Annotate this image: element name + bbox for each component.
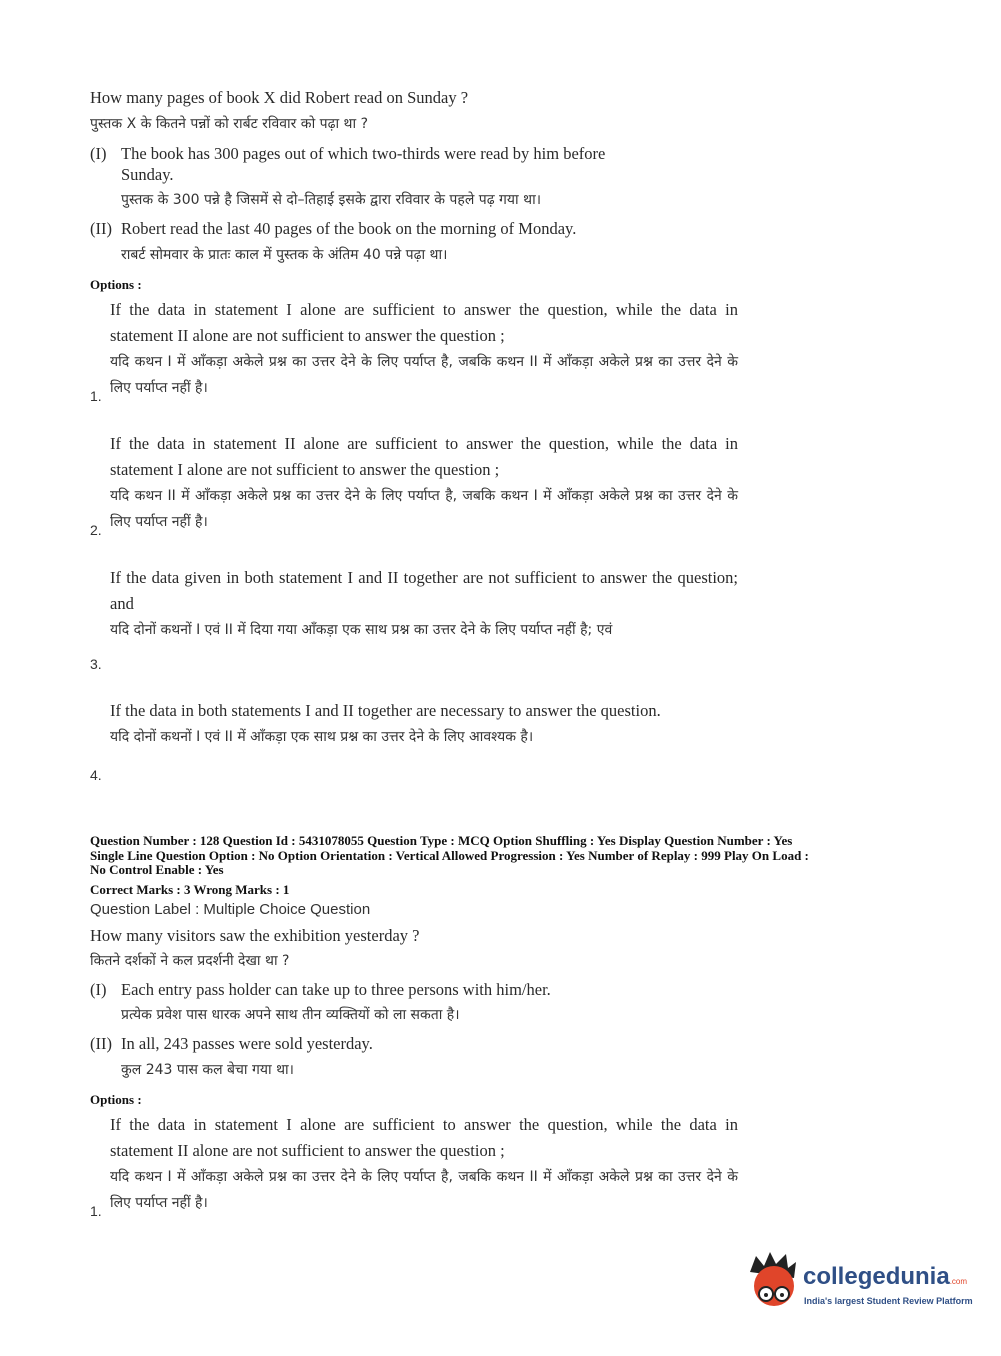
option-1-en: If the data in statement I alone are sufficient to answer the question, while the data in statement II alone are not sufficient to answer the question ; <box>110 300 738 345</box>
statement-1-en: The book has 300 pages out of which two-thirds were read by him before <box>121 144 606 163</box>
option-4-en: If the data in both statements I and II together are necessary to answer the question. <box>110 701 661 720</box>
statement-1-hi: पुस्तक के 300 पन्ने है जिसमें से दो–तिहाई इसके द्वारा रविवार के पहले पढ़ गया था। <box>121 192 541 208</box>
logo-tagline: India's largest Student Review Platform <box>804 1296 973 1306</box>
logo-suffix: .com <box>949 1277 968 1286</box>
q128-option-1-number: 1. <box>90 1203 102 1219</box>
q128-statement-1-hi: प्रत्येक प्रवेश पास धारक अपने साथ तीन व्यक्तियों को ला सकता है। <box>121 1007 460 1023</box>
q128-statement-2-en: In all, 243 passes were sold yesterday. <box>121 1034 373 1053</box>
q128-statement-1-en: Each entry pass holder can take up to three persons with him/her. <box>121 980 551 999</box>
option-3[interactable] <box>110 565 738 643</box>
option-3-hi: यदि दोनों कथनों I एवं II में दिया गया आँकड़ा एक साथ प्रश्न का उत्तर देने के लिए पर्याप्त नहीं है; एवं <box>110 622 613 638</box>
q128-option-1[interactable] <box>110 1112 738 1216</box>
option-4-hi: यदि दोनों कथनों I एवं II में आँकड़ा एक साथ प्रश्न का उत्तर देने के लिए आवश्यक है। <box>110 729 534 745</box>
q128-statement-2-hi: कुल 243 पास कल बेचा गया था। <box>121 1062 294 1078</box>
q128-statement-2-tag: (II) <box>90 1034 112 1053</box>
option-2-hi: यदि कथन II में आँकड़ा अकेले प्रश्न का उत्तर देने के लिए पर्याप्त है, जबकि कथन I में आँकड़ा अकेले प्रश्न का उत्तर देने के लिए पर्याप्त नहीं है। <box>110 488 738 530</box>
logo-wordmark: collegedunia.com <box>803 1263 968 1290</box>
option-1[interactable] <box>110 297 738 401</box>
option-1-hi: यदि कथन I में आँकड़ा अकेले प्रश्न का उत्तर देने के लिए पर्याप्त है, जबकि कथन II में आँकड़ा अकेले प्रश्न का उत्तर देने के लिए पर्याप्त नहीं है। <box>110 354 738 396</box>
question-label: Question Label : Multiple Choice Question <box>90 901 371 918</box>
question-text-en: How many pages of book X did Robert read on Sunday ? <box>90 88 469 107</box>
option-2[interactable] <box>110 431 738 535</box>
option-4-number: 4. <box>90 767 102 783</box>
question-meta-line-2: Single Line Question Option : No Option Orientation : Vertical Allowed Progression : Yes Number of Replay : 999 Play On Load : <box>90 848 809 863</box>
question-128-text-en: How many visitors saw the exhibition yesterday ? <box>90 926 420 945</box>
option-2-en: If the data in statement II alone are sufficient to answer the question, while the data in statement I alone are not sufficient to answer the question ; <box>110 434 738 479</box>
options-label: Options : <box>90 277 142 292</box>
q128-statement-1-tag: (I) <box>90 980 107 999</box>
option-3-en: If the data given in both statement I and II together are not sufficient to answer the question; and <box>110 568 738 613</box>
option-3-number: 3. <box>90 656 102 672</box>
option-1-number: 1. <box>90 388 102 404</box>
statement-2-hi: राबर्ट सोमवार के प्रातः काल में पुस्तक के अंतिम 40 पन्ने पढ़ा था। <box>121 247 448 263</box>
statement-2-tag: (II) <box>90 219 112 238</box>
option-2-number: 2. <box>90 522 102 538</box>
q128-option-1-en: If the data in statement I alone are sufficient to answer the question, while the data in statement II alone are not sufficient to answer the question ; <box>110 1115 738 1160</box>
statement-1-en-cont: Sunday. <box>121 165 174 184</box>
option-4[interactable] <box>110 698 738 750</box>
question-marks: Correct Marks : 3 Wrong Marks : 1 <box>90 882 290 897</box>
q128-option-1-hi: यदि कथन I में आँकड़ा अकेले प्रश्न का उत्तर देने के लिए पर्याप्त है, जबकि कथन II में आँकड़ा अकेले प्रश्न का उत्तर देने के लिए पर्याप्त नहीं है। <box>110 1169 738 1211</box>
q128-options-label: Options : <box>90 1092 142 1107</box>
statement-2-en: Robert read the last 40 pages of the book on the morning of Monday. <box>121 219 577 238</box>
question-text-hi: पुस्तक X के कितने पन्नों को रार्बट रविवार को पढ़ा था ? <box>90 116 369 132</box>
question-meta-line-3: No Control Enable : Yes <box>90 862 224 877</box>
question-128-text-hi: कितने दर्शकों ने कल प्रदर्शनी देखा था ? <box>90 953 290 969</box>
question-meta-line-1: Question Number : 128 Question Id : 5431078055 Question Type : MCQ Option Shuffling : Yes Display Question Number : Yes <box>90 833 793 848</box>
statement-1-tag: (I) <box>90 144 107 163</box>
